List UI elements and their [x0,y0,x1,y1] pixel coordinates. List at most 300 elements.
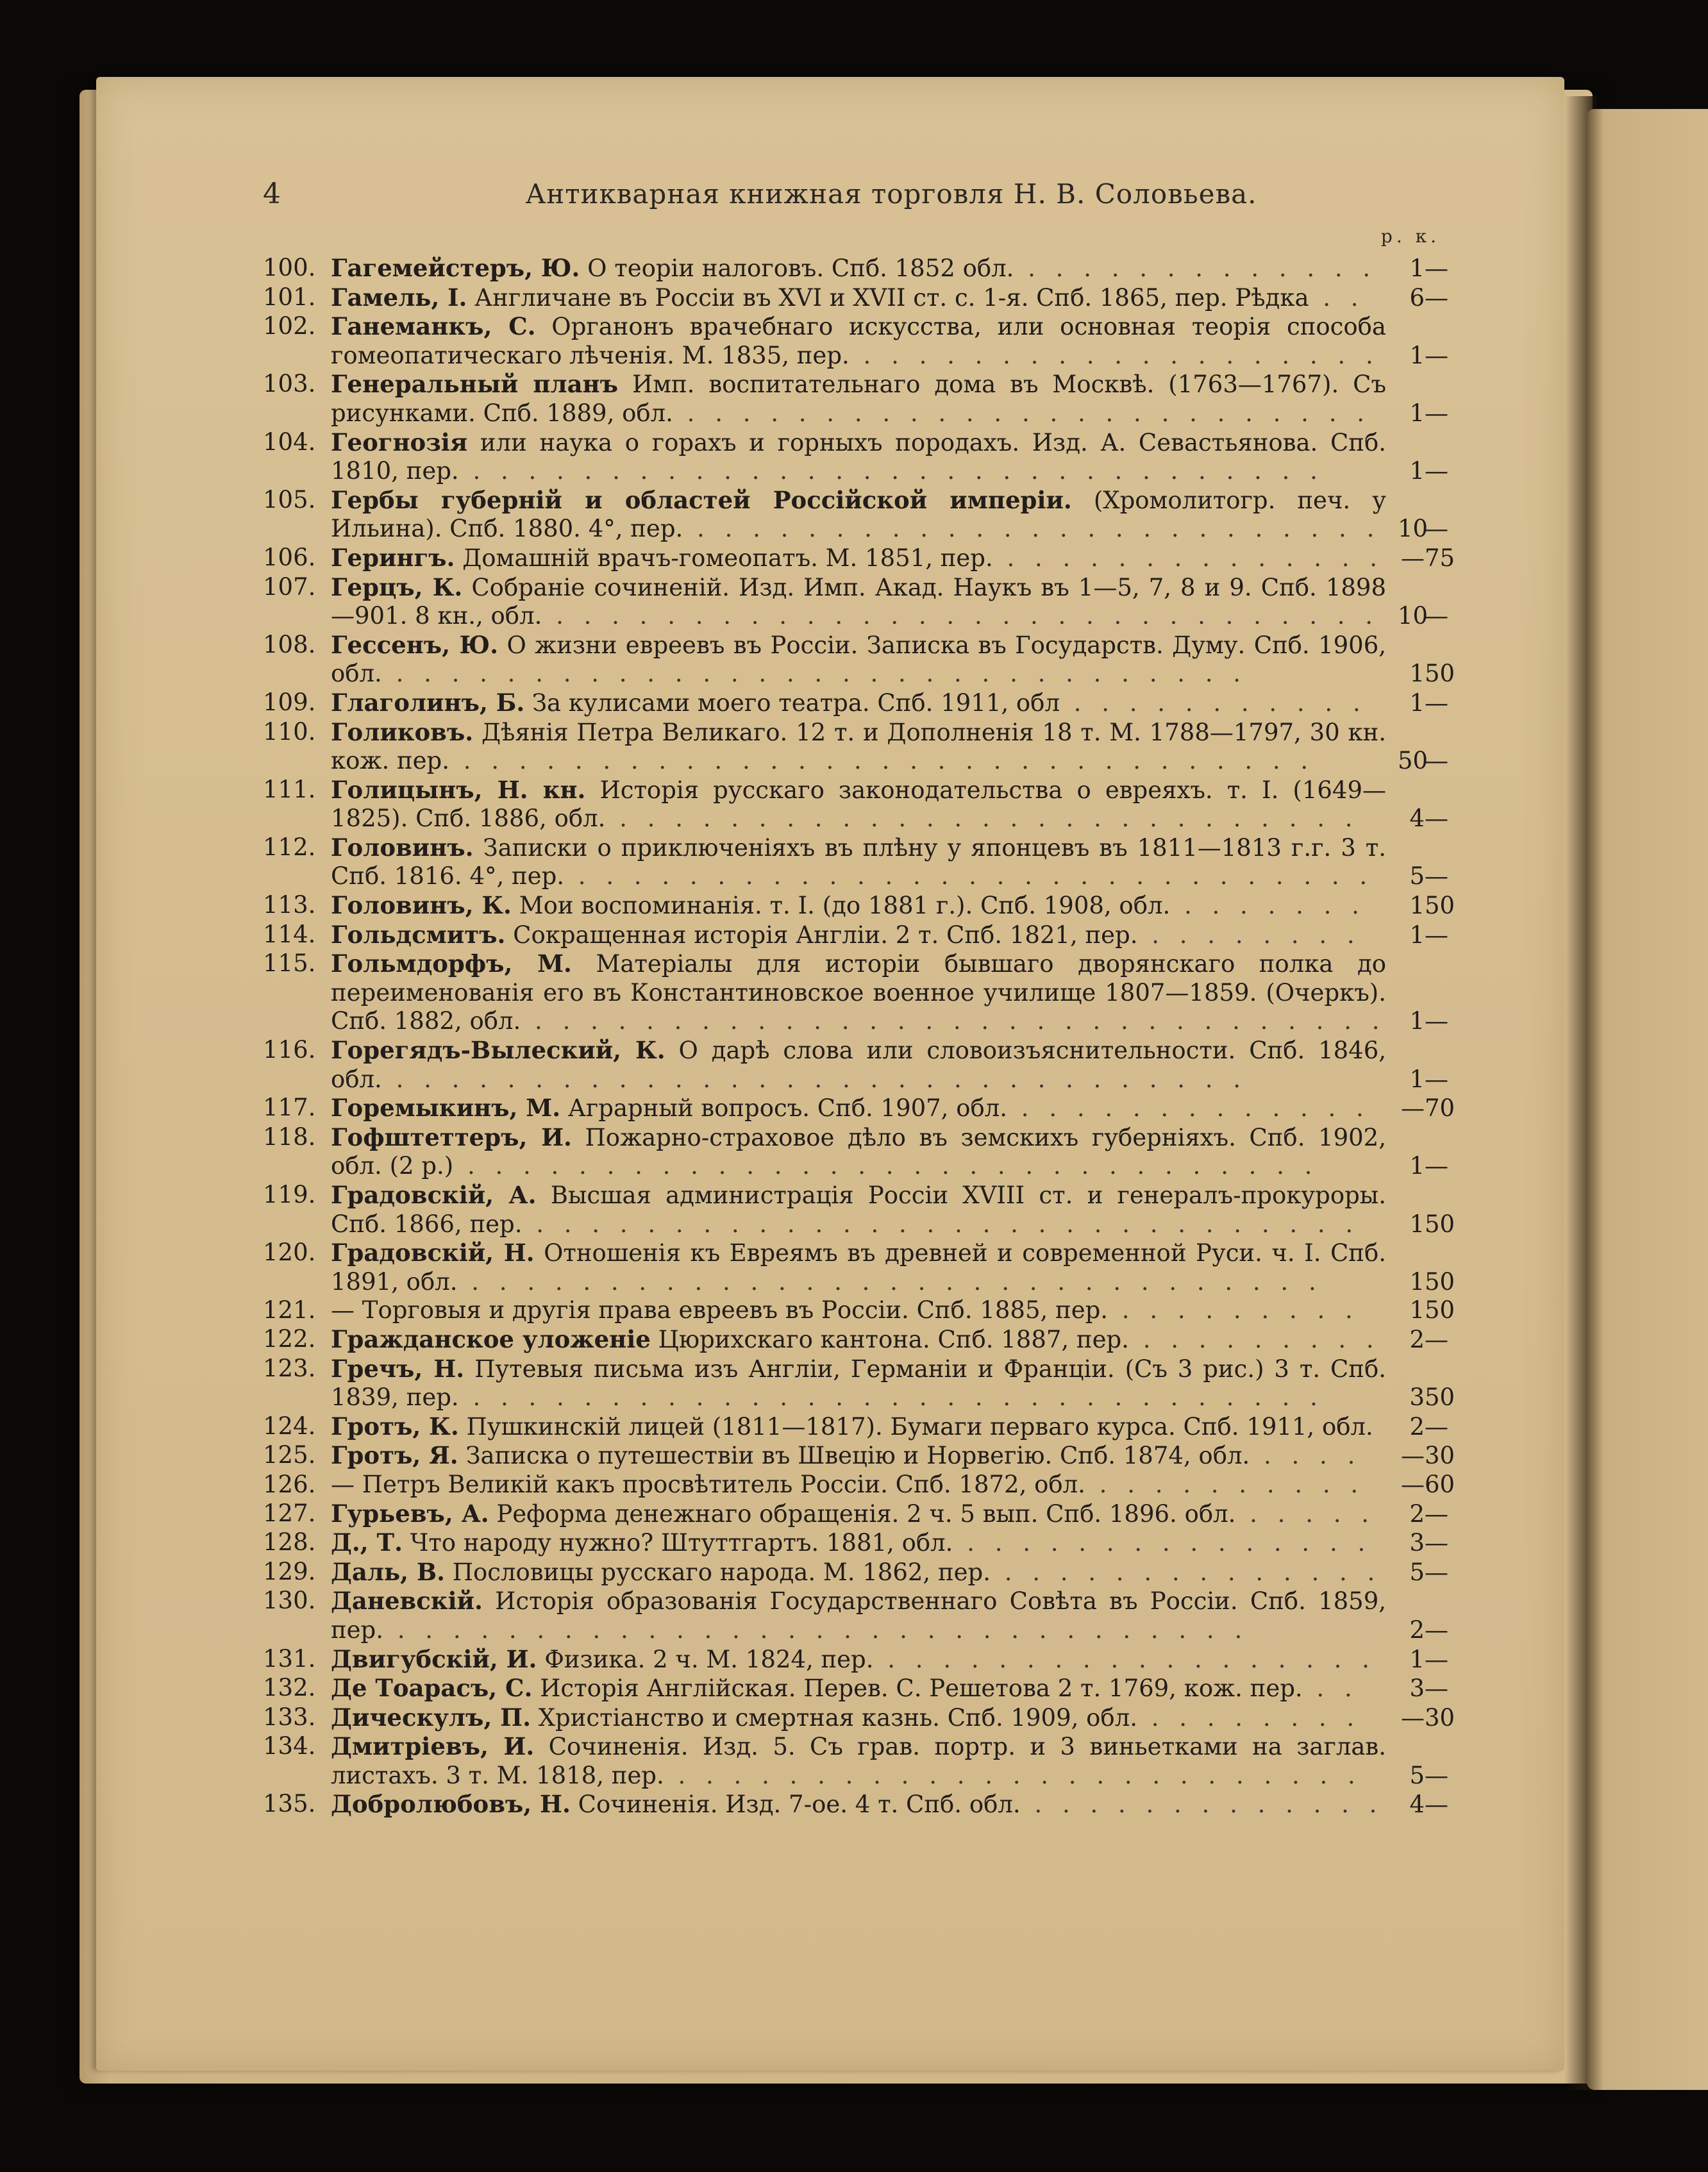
entry-price [1386,1094,1455,1123]
price-rubles: 1 [1409,892,1425,920]
entry-number: 122. [263,1324,316,1353]
catalog-entry [263,1703,1455,1733]
entry-text: Пожарно-страховое дѣло въ земскихъ губерніяхъ. Спб. 1902, обл. (2 р.) [331,1123,1386,1180]
entry-number: 117. [263,1094,316,1122]
entry-text: или наука о горахъ и горныхъ породахъ. Изд. А. Севастьянова. Спб. 1810, пер. [331,428,1386,485]
catalog-entry [263,1674,1455,1703]
entry-description [331,1355,1386,1412]
entry-text: Путевыя письма изъ Англіи, Германіи и Франціи. (Съ 3 рис.) 3 т. Спб. 1839, пер. [331,1355,1386,1412]
entry-description [331,1558,1386,1587]
entry-price [1386,1704,1455,1733]
entry-text: Органонъ врачебнаго искусства, или основная теорія способа гомеопатическаго лѣченія. М. 1835, пер. [331,313,1386,369]
price-kopecks: 30 [1425,1442,1455,1470]
price-kopecks: — [1425,747,1448,775]
entry-price [1386,1500,1455,1529]
entry-text: Сочиненія. Изд. 7-ое. 4 т. Спб. обл. [578,1791,1021,1819]
entry-description [331,1325,1386,1355]
price-kopecks: 70 [1425,1094,1455,1123]
price-rubles: 5 [1409,1761,1425,1789]
entry-description [331,1528,1386,1558]
catalog-entry [263,1296,1455,1325]
price-rubles: 3 [1409,1383,1425,1412]
entry-description [331,254,1386,283]
entry-price [1386,1210,1455,1239]
leader-dots: . . . . . . . . . . . . . [1014,255,1377,282]
price-kopecks: — [1425,1325,1448,1353]
price-rubles: 6 [1409,283,1425,312]
entry-text: Пословицы русскаго народа. М. 1862, пер. [452,1558,991,1586]
entry-author: Добролюбовъ, Н. [331,1790,571,1819]
price-column-header [1366,226,1455,247]
entry-description [331,1296,1386,1325]
entry-author: Генеральный планъ [331,370,619,399]
leader-dots: . . . . . . . [1170,892,1366,920]
entry-description [331,1471,1386,1500]
price-kopecks: — [1425,457,1448,485]
price-rubles: 1 [1409,1152,1425,1180]
entry-author: Геогнозія [331,428,468,456]
price-kopecks: — [1425,1007,1448,1035]
price-kopecks: — [1425,1675,1448,1703]
catalog-entry [263,1036,1455,1094]
entry-number: 102. [263,312,316,340]
price-kopecks: — [1425,1558,1448,1586]
entry-number: 114. [263,920,316,948]
entry-number: 105. [263,485,316,514]
entry-price [1386,1762,1455,1791]
price-kopecks: — [1425,283,1448,312]
entry-price [1386,602,1455,631]
entry-description [331,949,1386,1036]
entry-author: Головинъ, К. [331,891,512,920]
leader-dots: . . . . . . . . [1137,1703,1361,1732]
entry-author: Градовскій, Н. [331,1239,535,1267]
entry-author: Гербы губерній и областей Россійской имперіи. [331,485,1072,514]
entry-author: Де Тоарасъ, С. [331,1674,533,1703]
entry-number: 128. [263,1528,316,1557]
price-rubles: 2 [1409,1500,1425,1528]
price-kopecks: — [1425,602,1448,630]
price-rubles: 1 [1409,399,1425,427]
entry-number: 115. [263,949,316,978]
price-rubles: — [1401,544,1425,572]
leader-dots: . . . . . . . . . . . . . . . . . . . . . . . . . . . [605,805,1359,833]
entry-author: Двигубскій, И. [331,1644,537,1673]
entry-description [331,1441,1386,1471]
catalog-entry [263,689,1455,718]
entry-number: 127. [263,1499,316,1527]
leader-dots: . . . . . . . . . . . . . . . . . . [873,1645,1376,1673]
price-rubles: 5 [1409,1558,1425,1586]
price-kopecks: 60 [1425,1470,1455,1498]
leader-dots: . . . . . . . . . . . . . . . . . . . . . . . . . [683,515,1381,543]
entry-number: 110. [263,717,316,746]
entry-price [1386,1529,1455,1558]
price-kopecks: — [1425,921,1448,949]
entry-price [1386,255,1455,283]
price-rubles: 5 [1409,862,1425,890]
entry-number: 108. [263,630,316,658]
catalog-entry [263,949,1455,1036]
entry-text: (Хромолитогр. печ. у Ильина). Спб. 1880. 4°, пер. [331,486,1386,543]
entry-text: О теоріи налоговъ. Спб. 1852 обл. [587,255,1014,282]
leader-dots: . . . . . . . . . . . . . . . . . . . . . . . . . . . . . . . [458,1383,1324,1412]
entry-text: Исторія образованія Государственнаго Совѣта въ Россіи. Спб. 1859, пер. [331,1587,1386,1644]
entry-text: Дѣянія Петра Великаго. 12 т. и Дополненія 18 т. М. 1788—1797, 30 кн. кож. пер. [331,718,1386,775]
entry-author: Гольдсмитъ. [331,920,506,949]
leader-dots: . . . . . . . . . . . . . . . . . . . . . . . . . . . . . . . [449,747,1315,775]
running-title: Антикварная книжная торговля Н. В. Соловьева. [525,178,1257,210]
leader-dots: . . . . . . . . . . . [1059,689,1367,717]
entry-text: Что народу нужно? Штуттгартъ. 1881, обл. [410,1529,953,1557]
catalog-entry [263,1558,1455,1587]
entry-text: Высшая администрація Россіи XVIII ст. и генералъ-прокуроры. Спб. 1866, пер. [331,1182,1386,1238]
entry-text: Матеріалы для исторіи бывшаго дворянскаго полка до переименованія его въ Константиновское военное училище 1807—1859. (Очеркъ). Спб. 1882, обл. [331,950,1386,1035]
entry-number: 133. [263,1703,316,1731]
price-kopecks: — [1425,399,1448,427]
price-kopecks: — [1425,1616,1448,1644]
entry-description [331,370,1386,428]
entry-author: Гротъ, Я. [331,1441,458,1470]
catalog-entry [263,1471,1455,1500]
price-kopecks: 50 [1425,1383,1455,1412]
entry-number: 107. [263,572,316,601]
entry-number: 135. [263,1790,316,1818]
entry-text: О жизни евреевъ въ Россіи. Записка въ Государств. Думу. Спб. 1906, обл. [331,631,1386,688]
price-rubles: 1 [1409,457,1425,485]
entry-description [331,1703,1386,1733]
entry-text: Аграрный вопросъ. Спб. 1907, обл. [567,1094,1008,1123]
leader-dots: . . [1309,283,1365,312]
entry-description [331,1645,1386,1675]
leader-dots: . . . . . . . . . . . . . . . . . . . . . . . . . . . . . . . [457,1267,1323,1296]
leader-dots: . . . . . . . . . . . . . . . . . . . . . . . . . . . . . . . [453,1152,1319,1180]
catalog-entry [263,1181,1455,1239]
entry-text: Христіанство и смертная казнь. Спб. 1909, обл. [538,1703,1137,1732]
entry-text: Физика. 2 ч. М. 1824, пер. [544,1645,874,1673]
catalog-entry [263,544,1455,573]
entry-text: — Петръ Великій какъ просвѣтитель Россіи. Спб. 1872, обл. [331,1470,1085,1498]
entry-author: Гофштеттеръ, И. [331,1123,572,1151]
entry-price [1386,1675,1455,1703]
entry-price [1386,1471,1455,1500]
leader-dots: . . . . . . . . . . . . . . . . . . . [849,341,1380,369]
catalog-entry [263,1790,1455,1819]
price-kopecks: — [1425,515,1448,543]
leader-dots: . . . . . . . . . . . . . . . [953,1529,1372,1557]
entry-number: 126. [263,1470,316,1498]
leader-dots: . . . . . . . . . . . . . . . . . . . . . . . . . . . . . . . [381,660,1248,688]
price-rubles: — [1401,1470,1425,1498]
entry-price [1386,660,1455,689]
entry-author: Голицынъ, Н. кн. [331,775,586,804]
entry-number: 123. [263,1354,316,1382]
entry-number: 116. [263,1036,316,1064]
entry-number: 109. [263,688,316,716]
entry-description [331,1181,1386,1239]
entry-price [1386,1152,1455,1181]
catalog-entry [263,573,1455,631]
entry-text: Записки о приключеніяхъ въ плѣну у японцевъ въ 1811—1813 г.г. 3 т. Спб. 1816. 4°, пер. [331,833,1386,890]
price-kopecks: 50 [1425,1210,1455,1238]
entry-author: Даневскій. [331,1587,483,1616]
price-kopecks: — [1425,1529,1448,1557]
leader-dots: . . . . . [1235,1500,1376,1528]
price-kopecks: — [1425,1791,1448,1819]
entry-number: 118. [263,1123,316,1151]
leader-dots: . . . . . . . . . . . . . . . . . . . . . . . . . . . . . . . [383,1616,1249,1644]
price-rubles: 1 [1409,1065,1425,1093]
catalog-entry [263,891,1455,921]
entry-author: Герингъ. [331,543,455,572]
price-rubles: 4 [1409,805,1425,833]
entry-price [1386,1616,1455,1645]
entry-description [331,776,1386,833]
entry-price [1386,515,1455,544]
entry-price [1386,399,1455,428]
price-kopecks: — [1425,1645,1448,1673]
entry-number: 119. [263,1181,316,1208]
entry-number: 101. [263,283,316,311]
entry-text: Сокращенная исторія Англіи. 2 т. Спб. 1821, пер. [513,921,1138,949]
entry-author: Гречъ, Н. [331,1354,465,1383]
entry-price [1386,342,1455,371]
price-rubles: — [1401,1094,1425,1123]
entry-price [1386,747,1455,776]
price-rubles: 1 [1409,1267,1425,1296]
catalog-entry [263,1412,1455,1442]
price-rubles: 1 [1409,1210,1425,1238]
entry-price [1386,1296,1455,1325]
entry-price [1386,544,1455,573]
entry-price [1386,1326,1455,1355]
price-rubles: 2 [1409,1616,1425,1644]
entry-author: Гамель, І. [331,283,467,312]
entry-text: Собраніе сочиненій. Изд. Имп. Акад. Наукъ въ 1—5, 7, 8 и 9. Спб. 1898—901. 8 кн., обл. [331,573,1386,630]
entry-number: 120. [263,1239,316,1267]
entry-author: Глаголинъ, Б. [331,688,525,717]
entry-number: 130. [263,1587,316,1615]
leader-dots: . . . . [1250,1442,1362,1470]
entry-author: Д., Т. [331,1528,403,1557]
catalog-entry [263,921,1455,950]
price-rubles: 1 [1409,1007,1425,1035]
entry-price [1386,862,1455,891]
entry-description [331,891,1386,921]
leader-dots: . . . . . . . . . . . . . . . . . . . . . . . . . . . . . [564,862,1374,890]
price-rubles: 1 [1409,1296,1425,1324]
entry-text: Цюрихскаго кантона. Спб. 1887, пер. [658,1325,1129,1353]
catalog-entry [263,486,1455,544]
entry-price [1386,1791,1455,1819]
entry-price [1386,284,1455,313]
catalog-entry [263,1239,1455,1296]
entry-author: Ганеманкъ, С. [331,312,536,341]
entry-description [331,1674,1386,1703]
entry-text: Записка о путешествіи въ Швецію и Норвегію. Спб. 1874, обл. [465,1442,1250,1470]
entry-number: 124. [263,1412,316,1440]
entry-description [331,921,1386,950]
entry-number: 121. [263,1296,316,1324]
price-kopecks: — [1425,805,1448,833]
entry-number: 111. [263,775,316,803]
entry-number: 125. [263,1441,316,1469]
price-kopecks: 50 [1425,660,1455,688]
price-rubles: 1 [1409,689,1425,717]
entry-description [331,1500,1386,1529]
leader-dots: . . . . . . . . . . . . . [1007,1094,1370,1123]
price-kopecks: — [1425,341,1448,369]
entry-description [331,1036,1386,1094]
entry-description [331,283,1386,313]
leader-dots: . . . . . . . . . . [1085,1470,1365,1498]
catalog-entry [263,833,1455,891]
entry-text: Исторія Англійская. Перев. С. Решетова 2 т. 1769, кож. пер. [540,1675,1303,1703]
entry-author: Гурьевъ, А. [331,1499,489,1528]
entry-description [331,1412,1386,1442]
entry-number: 129. [263,1557,316,1585]
entry-description [331,689,1386,718]
price-rubles: 1 [1409,341,1425,369]
leader-dots: . . [1302,1675,1359,1703]
leader-dots: . . . . . . . . . . . . . . [992,544,1384,572]
entry-description [331,1094,1386,1123]
entry-description [331,1123,1386,1181]
entry-author: Герцъ, К. [331,572,463,601]
page-header [263,172,1449,217]
entry-text: Исторія русскаго законодательства о евреяхъ. т. I. (1649—1825). Спб. 1886, обл. [331,776,1386,833]
entry-price [1386,457,1455,486]
entry-price [1386,1646,1455,1675]
leader-dots: . . . . . . . . . . . . . . . . . . . . . . . . . . . . . . . [381,1065,1248,1093]
price-rubles: 2 [1409,1325,1425,1353]
entry-number: 113. [263,891,316,919]
entry-description [331,544,1386,573]
price-rubles: 1 [1409,1645,1425,1673]
price-rubles: 1 [1409,921,1425,949]
entry-number: 100. [263,254,316,281]
price-rubles: 2 [1409,1412,1425,1441]
entry-description [331,833,1386,891]
page-number: 4 [263,178,281,210]
entry-number: 106. [263,543,316,571]
catalog-entry [263,283,1455,313]
catalog-entry [263,1123,1455,1181]
entry-text: — Торговыя и другія права евреевъ въ Россіи. Спб. 1885, пер. [331,1296,1109,1324]
entry-author: Даль, В. [331,1557,445,1586]
price-kopecks: — [1425,1761,1448,1789]
catalog-entry [263,1587,1455,1644]
price-rubles: 3 [1409,1675,1425,1703]
price-kopecks: — [1425,689,1448,717]
leader-dots: . . . . . . . . . . . . . . . . . . . . . . . . . [673,399,1371,427]
entry-author: Голиковъ. [331,717,474,746]
entry-author: Головинъ. [331,833,474,862]
entry-description [331,631,1386,689]
price-rubles: 1 [1409,255,1425,282]
entry-number: 112. [263,833,316,861]
catalog-entry [263,1325,1455,1355]
entry-description [331,312,1386,370]
price-kopecks: — [1425,1412,1448,1441]
entry-text: За кулисами моего театра. Спб. 1911, обл [532,689,1060,717]
catalog-entry [263,718,1455,776]
entry-description [331,1732,1386,1790]
price-kopecks: 50 [1425,1296,1455,1324]
price-rubles: 50 [1398,747,1428,775]
price-rubles: 3 [1409,1529,1425,1557]
entry-price [1386,1413,1455,1442]
leader-dots: . . . . . . . . [1137,921,1361,949]
entry-number: 134. [263,1732,316,1760]
price-kopecks: — [1425,1500,1448,1528]
entry-author: Горемыкинъ, М. [331,1094,561,1123]
price-kopecks: — [1425,1065,1448,1093]
catalog-entry [263,1528,1455,1558]
catalog-entry [263,1094,1455,1123]
catalog-entry [263,776,1455,833]
price-rubles: 10 [1398,602,1428,630]
catalog-entry [263,254,1455,283]
entry-author: Гольмдорфъ, М. [331,949,572,978]
entry-author: Гротъ, К. [331,1412,459,1441]
price-rubles: — [1401,1442,1425,1470]
entry-text: О дарѣ слова или словоизъяснительности. Спб. 1846, обл. [331,1037,1386,1093]
leader-dots: . . . . . . . . . . . . . . [990,1558,1382,1586]
price-kopecks: 50 [1425,892,1455,920]
entry-price [1386,1558,1455,1587]
entry-text: Отношенія къ Евреямъ въ древней и современной Руси. ч. I. Спб. 1891, обл. [331,1239,1386,1296]
entry-description [331,1587,1386,1644]
entry-price [1386,689,1455,718]
entry-author: Гессенъ, Ю. [331,630,499,659]
entry-price [1386,892,1455,921]
entry-price [1386,1268,1455,1297]
entry-number: 104. [263,428,316,456]
leader-dots: . . . . . . . . . . . . . . . . . . . . . . . . . . . . . . [522,1210,1360,1238]
facing-page-edge [1587,109,1708,2090]
entry-author: Дическулъ, П. [331,1703,531,1732]
entry-number: 103. [263,370,316,398]
entry-price [1386,805,1455,833]
price-kopecks: — [1425,255,1448,282]
price-kopecks: — [1425,1152,1448,1180]
price-rubles: 1 [1409,660,1425,688]
price-rubles: 10 [1398,515,1428,543]
catalog-entry [263,1355,1455,1412]
catalog-entry [263,1645,1455,1675]
leader-dots: . . . . . . . . . . . . . . . . . . . . . . . . . . . . . . [542,602,1380,630]
entry-description [331,486,1386,544]
price-kopecks: 50 [1425,1267,1455,1296]
entry-text: Сочиненія. Изд. 5. Съ грав. портр. и 3 виньетками на заглав. листахъ. 3 т. М. 1818, пер. [331,1733,1386,1789]
entry-description [331,1790,1386,1819]
catalog-entry [263,1500,1455,1529]
price-rubles: 4 [1409,1791,1425,1819]
entry-description [331,1239,1386,1296]
entry-description [331,718,1386,776]
leader-dots: . . . . . . . . . . . . . [1020,1791,1384,1819]
entry-text: Англичане въ Россіи въ XVI и XVII ст. с. 1-я. Спб. 1865, пер. Рѣдка [474,283,1309,312]
entry-description [331,428,1386,486]
entry-text: Реформа денежнаго обращенія. 2 ч. 5 вып. Спб. 1896. обл. [496,1500,1236,1528]
entry-number: 131. [263,1644,316,1673]
leader-dots: . . . . . . . . . . . . . . . . . . . . . . . . . . . . . . . [521,1007,1386,1035]
entry-text: Мои воспоминанія. т. I. (до 1881 г.). Спб. 1908, обл. [519,892,1171,920]
entry-author: Горегядъ-Вылеский, К. [331,1036,666,1065]
entry-author: Градовскій, А. [331,1181,537,1209]
entry-price [1386,1065,1455,1094]
